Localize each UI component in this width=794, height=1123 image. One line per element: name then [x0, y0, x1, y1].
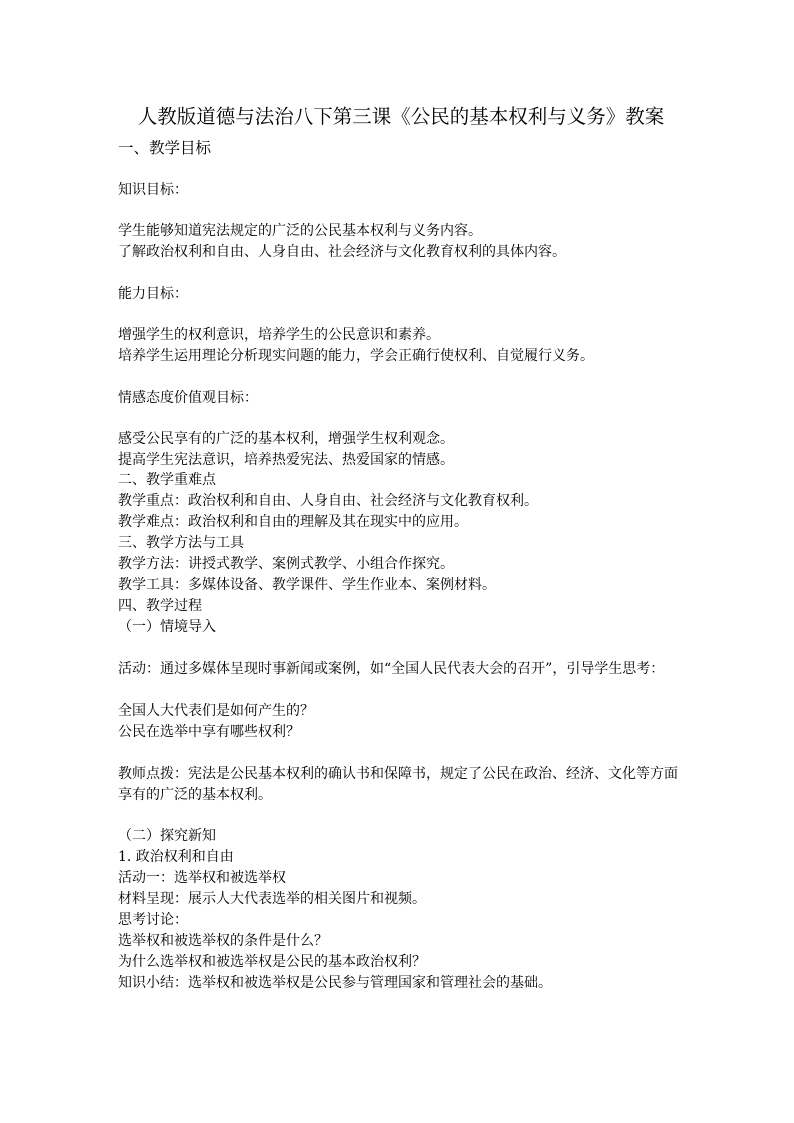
- ability-objective-item: 培养学生运用理论分析现实问题的能力，学会正确行使权利、自觉履行义务。: [118, 348, 594, 364]
- section-heading-process: 四、教学过程: [118, 598, 202, 614]
- intro-activity: 活动：通过多媒体呈现时事新闻或案例，如“全国人民代表大会的召开”，引导学生思考：: [118, 661, 665, 677]
- knowledge-summary: 知识小结：选举权和被选举权是公民参与管理国家和管理社会的基础。: [118, 975, 552, 991]
- discussion-label: 思考讨论：: [118, 912, 188, 928]
- ability-objective-item: 增强学生的权利意识，培养学生的公民意识和素养。: [118, 327, 440, 343]
- ability-objectives-label: 能力目标：: [118, 286, 188, 302]
- material-presentation: 材料呈现：展示人大代表选举的相关图片和视频。: [118, 891, 426, 907]
- teaching-tools: 教学工具：多媒体设备、教学课件、学生作业本、案例材料。: [118, 577, 496, 593]
- discussion-item: 为什么选举权和被选举权是公民的基本政治权利？: [118, 954, 426, 970]
- knowledge-objective-item: 了解政治权利和自由、人身自由、社会经济与文化教育权利的具体内容。: [118, 244, 566, 260]
- section-heading-key-points: 二、教学重难点: [118, 472, 216, 488]
- intro-question: 公民在选举中享有哪些权利？: [118, 724, 300, 740]
- emotion-objectives-label: 情感态度价值观目标：: [118, 390, 258, 406]
- section-heading-methods: 三、教学方法与工具: [118, 535, 244, 551]
- emotion-objective-item: 提高学生宪法意识，培养热爱宪法、热爱国家的情感。: [118, 452, 454, 468]
- teacher-note-line: 教师点拨：宪法是公民基本权利的确认书和保障书，规定了公民在政治、经济、文化等方面: [118, 766, 678, 782]
- teacher-note-line: 享有的广泛的基本权利。: [118, 787, 272, 803]
- teaching-key-point: 教学重点：政治权利和自由、人身自由、社会经济与文化教育权利。: [118, 493, 538, 509]
- subsection-heading-explore: （二）探究新知: [118, 828, 216, 844]
- activity-one: 活动一：选举权和被选举权: [118, 870, 286, 886]
- topic-political-rights: 1. 政治权利和自由: [118, 849, 234, 865]
- emotion-objective-item: 感受公民享有的广泛的基本权利，增强学生权利观念。: [118, 431, 454, 447]
- knowledge-objectives-label: 知识目标：: [118, 182, 188, 198]
- teaching-methods: 教学方法：讲授式教学、案例式教学、小组合作探究。: [118, 556, 454, 572]
- subsection-heading-intro: （一）情境导入: [118, 619, 216, 635]
- discussion-item: 选举权和被选举权的条件是什么？: [118, 933, 328, 949]
- section-heading-objectives: 一、教学目标: [118, 139, 212, 157]
- knowledge-objective-item: 学生能够知道宪法规定的广泛的公民基本权利与义务内容。: [118, 223, 482, 239]
- intro-question: 全国人大代表们是如何产生的？: [118, 703, 314, 719]
- document-title: 人教版道德与法治八下第三课《公民的基本权利与义务》教案: [137, 105, 665, 128]
- teaching-difficulty: 教学难点：政治权利和自由的理解及其在现实中的应用。: [118, 514, 468, 530]
